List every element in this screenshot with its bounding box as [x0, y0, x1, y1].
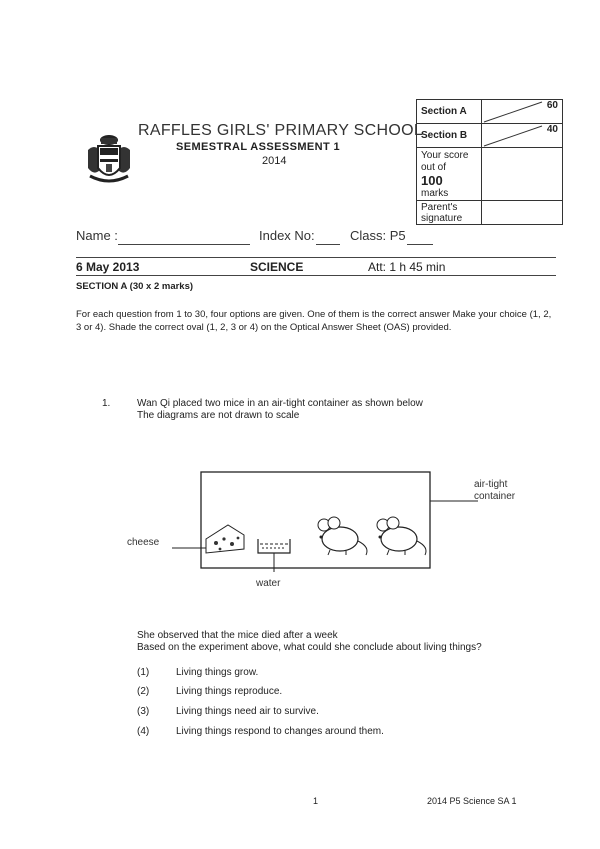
exam-date: 6 May 2013	[76, 260, 140, 274]
index-field[interactable]	[316, 244, 340, 245]
school-crest-logo	[84, 130, 134, 188]
section-instructions: For each question from 1 to 30, four options are given. One of them is the correct answer Make your choice (1, 2, 3 or 4). Shade the correct oval (1, 2, 3 or 4) on the Optical Answer Sheet (OAS) provided.	[76, 309, 552, 333]
footer-code: 2014 P5 Science SA 1	[427, 796, 517, 806]
mouse-icon	[377, 517, 426, 555]
question-line-1: Wan Qi placed two mice in an air-tight container as shown below	[137, 398, 423, 409]
label-water: water	[256, 578, 281, 589]
divider-bottom	[76, 275, 556, 276]
total-score-cell[interactable]	[482, 148, 563, 201]
option-4-number: (4)	[137, 726, 150, 737]
mouse-icon	[318, 517, 367, 555]
page-number: 1	[313, 796, 319, 806]
parent-signature-label	[417, 201, 482, 225]
signature-text: signature	[421, 212, 463, 224]
total-marks: 100	[421, 173, 443, 188]
exam-duration: Att: 1 h 45 min	[368, 260, 446, 274]
observation-text	[137, 630, 482, 654]
option-1-text[interactable]: Living things grow.	[176, 667, 259, 678]
option-3-number: (3)	[137, 706, 150, 717]
divider-top	[76, 257, 556, 258]
class-field[interactable]	[407, 244, 433, 245]
section-a-label: Section A	[417, 100, 482, 124]
cheese-icon	[206, 525, 244, 553]
question-line-2: The diagrams are not drawn to scale	[137, 410, 300, 421]
option-3-text[interactable]: Living things need air to survive.	[176, 706, 319, 717]
label-cheese: cheese	[127, 537, 160, 548]
your-score-text: Your score	[421, 150, 469, 161]
observation-line-1: She observed that the mice died after a week	[137, 630, 338, 641]
parents-text: Parent's	[421, 201, 458, 213]
option-1-number: (1)	[137, 667, 150, 678]
assessment-title: SEMESTRAL ASSESSMENT 1	[176, 141, 341, 153]
assessment-year: 2014	[262, 155, 287, 167]
question-number: 1.	[102, 398, 111, 409]
score-table	[416, 99, 563, 225]
class-label: Class: P5	[350, 228, 406, 243]
option-2-number: (2)	[137, 686, 150, 697]
question-text	[137, 398, 423, 422]
option-2-text[interactable]: Living things reproduce.	[176, 686, 283, 697]
name-field[interactable]	[118, 244, 250, 245]
label-container: container	[474, 491, 516, 502]
water-container-icon	[258, 539, 290, 553]
index-label: Index No:	[259, 228, 315, 243]
name-label: Name :	[76, 228, 118, 243]
section-b-score-cell[interactable]	[482, 124, 563, 148]
out-of-text: out of	[421, 162, 447, 173]
parent-signature-cell[interactable]	[482, 201, 563, 225]
total-score-label	[417, 148, 482, 201]
marks-text: marks	[421, 188, 449, 199]
section-a-score-cell[interactable]	[482, 100, 563, 124]
label-air-tight: air-tight	[474, 479, 508, 490]
section-b-total: 40	[546, 124, 558, 135]
option-4-text[interactable]: Living things respond to changes around them.	[176, 726, 384, 737]
section-b-label: Section B	[417, 124, 482, 148]
observation-line-2: Based on the experiment above, what could she conclude about living things?	[137, 642, 482, 653]
section-title: SECTION A (30 x 2 marks)	[76, 281, 194, 292]
section-a-total: 60	[546, 100, 558, 111]
exam-subject: SCIENCE	[250, 260, 304, 274]
school-name: RAFFLES GIRLS' PRIMARY SCHOOL	[138, 122, 424, 139]
